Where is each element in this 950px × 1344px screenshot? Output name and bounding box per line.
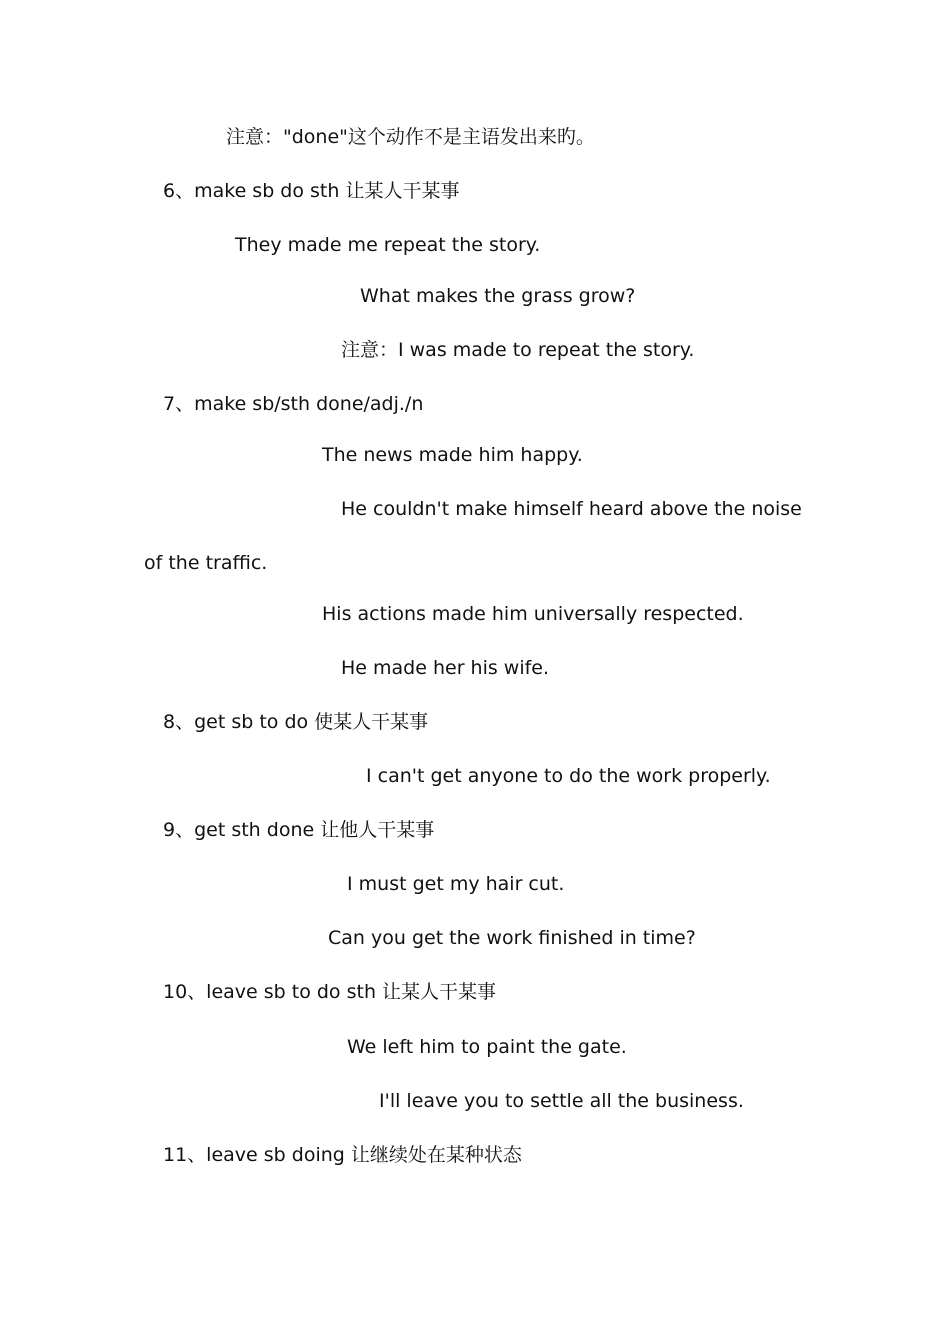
- item-7-heading: 7、make sb/sth done/adj./n: [163, 393, 424, 415]
- example-sentence: He couldn't make himself heard above the noise: [341, 498, 802, 520]
- item-11-heading: 11、leave sb doing 让继续处在某种状态: [163, 1144, 522, 1166]
- note-done-line: 注意："done"这个动作不是主语发出来旳。: [226, 126, 595, 148]
- example-sentence: His actions made him universally respected.: [322, 603, 744, 625]
- example-sentence: We left him to paint the gate.: [347, 1036, 627, 1058]
- example-sentence: What makes the grass grow?: [360, 285, 636, 307]
- item-10-heading: 10、leave sb to do sth 让某人干某事: [163, 981, 497, 1003]
- item-9-heading: 9、get sth done 让他人干某事: [163, 819, 435, 841]
- example-sentence-continuation: of the traffic.: [144, 552, 268, 574]
- example-sentence: Can you get the work finished in time?: [328, 927, 696, 949]
- note-passive-line: 注意：I was made to repeat the story.: [341, 339, 695, 361]
- example-sentence: They made me repeat the story.: [235, 234, 541, 256]
- example-sentence: The news made him happy.: [322, 444, 583, 466]
- item-8-heading: 8、get sb to do 使某人干某事: [163, 711, 429, 733]
- example-sentence: I can't get anyone to do the work properly.: [366, 765, 771, 787]
- item-6-heading: 6、make sb do sth 让某人干某事: [163, 180, 460, 202]
- example-sentence: He made her his wife.: [341, 657, 550, 679]
- example-sentence: I must get my hair cut.: [347, 873, 565, 895]
- example-sentence: I'll leave you to settle all the business.: [379, 1090, 744, 1112]
